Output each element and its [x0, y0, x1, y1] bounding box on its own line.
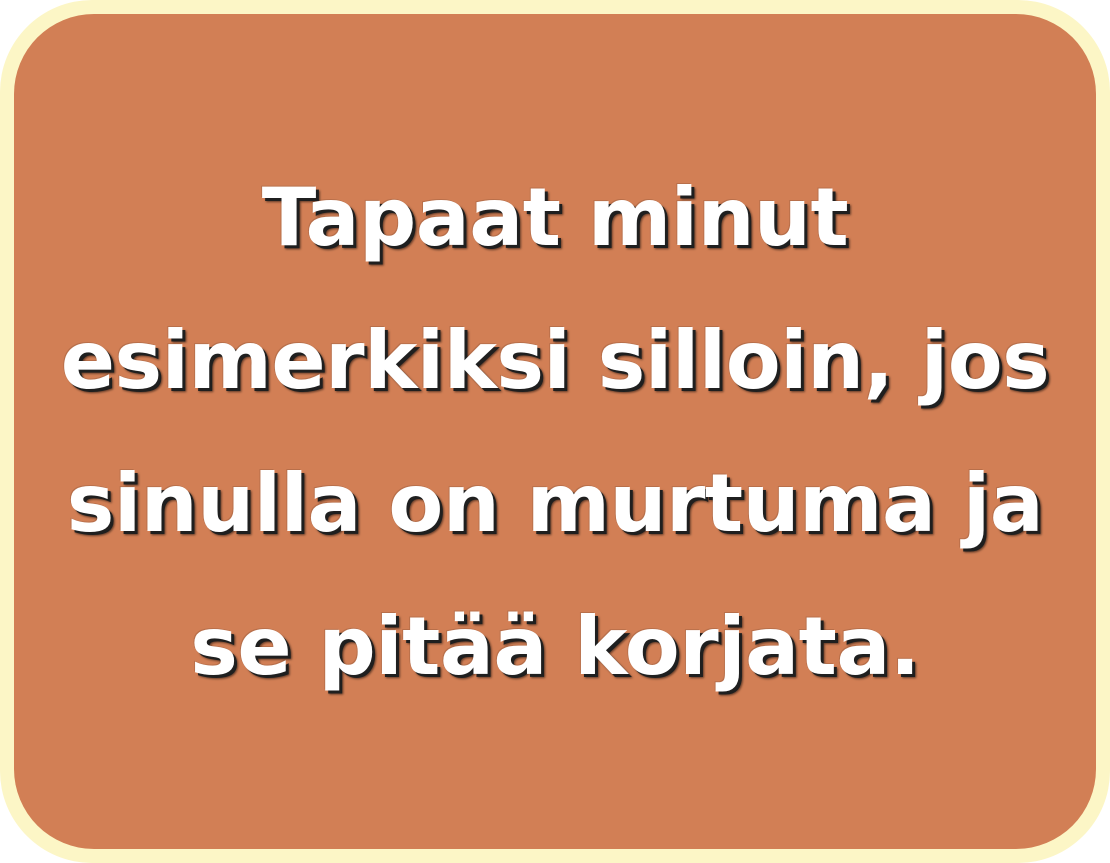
message-line-2: esimerkiksi silloin, jos [60, 313, 1050, 407]
message-text [14, 146, 1096, 718]
message-line-1: Tapaat minut [261, 170, 849, 264]
message-line-4: se pitää korjata. [190, 599, 920, 693]
message-line-3: sinulla on murtuma ja [66, 456, 1044, 550]
message-card [14, 14, 1096, 849]
